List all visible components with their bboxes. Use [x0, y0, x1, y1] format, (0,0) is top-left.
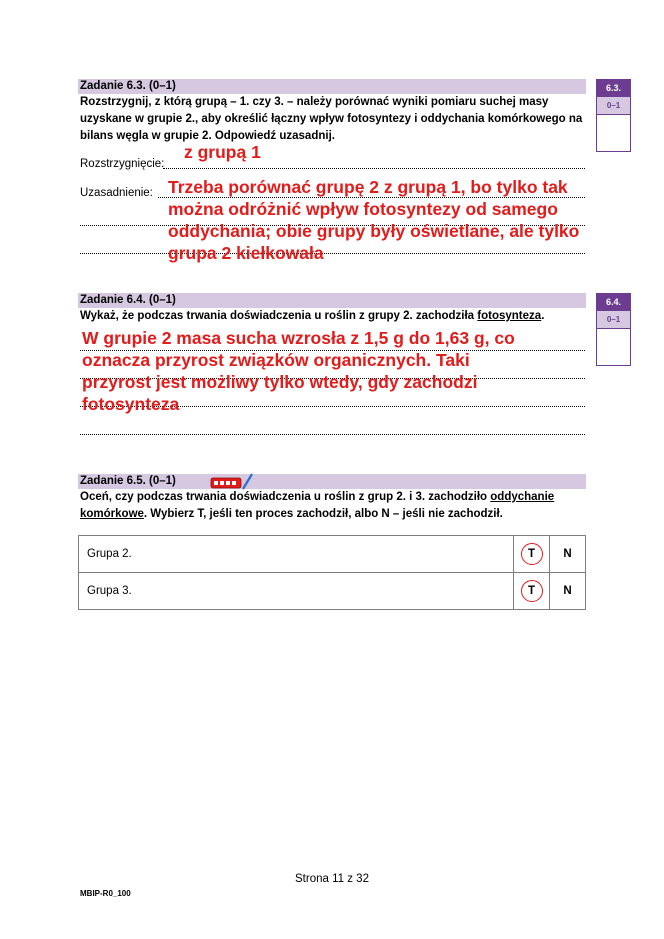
row-label: Grupa 3.: [79, 573, 514, 610]
score-box-6-3[interactable]: [596, 79, 631, 152]
justification-answer-line-3: oddychania; obie grupy były oświetlane, ale tylko: [168, 221, 580, 241]
answer-6-4-line-2: oznacza przyrost związków organicznych. Taki: [82, 350, 470, 370]
decision-label: Rozstrzygnięcie:: [80, 158, 165, 170]
task-6-4-prompt-end: .: [541, 310, 545, 322]
option-t-letter: T: [527, 585, 536, 597]
answer-6-4-line-1: W grupie 2 masa sucha wzrosła z 1,5 g do 1,63 g, co: [82, 328, 515, 348]
task-6-4-header: Zadanie 6.4. (0–1): [78, 293, 586, 308]
exam-code: MBIP-R0_100: [80, 889, 131, 898]
justification-answer-line-2: można odróżnić wpływ fotosyntezy od samego: [168, 199, 558, 219]
table-row: [79, 573, 586, 610]
answer-6-4-line-3: przyrost jest możliwy tylko wtedy, gdy zachodzi: [82, 372, 478, 392]
decision-answer: z grupą 1: [184, 142, 261, 162]
term-cellular: komórkowe: [80, 508, 144, 520]
justification-line-3[interactable]: [80, 253, 585, 254]
option-t[interactable]: [514, 573, 550, 610]
term-respiration: oddychanie: [490, 491, 555, 503]
score-box-6-4[interactable]: [596, 293, 631, 366]
score-box-id: 6.4.: [597, 294, 630, 311]
task-6-4-prompt-text: Wykaż, że podczas trwania doświadczenia u roślin z grupy 2. zachodziła: [80, 310, 478, 322]
task-6-3-prompt: Rozstrzygnij, z którą grupą – 1. czy 3. – należy porównać wyniki pomiaru suchej masy uzyskane w grupie 2., aby określić łączny wpływ fotosyntezy i oddychania komórkowego na bilans węgla w grupie 2. Odpowiedź uzasadnij.: [80, 96, 583, 142]
task-6-5-prompt-text: Oceń, czy podczas trwania doświadczenia u roślin z grup 2. i 3. zachodziło: [80, 491, 491, 503]
justification-label: Uzasadnienie:: [80, 187, 153, 199]
page-number: Strona 11 z 32: [295, 873, 369, 885]
option-t-letter: T: [527, 548, 536, 560]
decision-line[interactable]: [163, 168, 585, 169]
task-6-5-prompt: [80, 489, 590, 523]
justification-answer-line-4: grupa 2 kiełkowała: [168, 243, 324, 263]
option-n-letter: N: [563, 548, 572, 560]
score-box-id: 6.3.: [597, 80, 630, 97]
score-box-range: 0–1: [597, 97, 630, 115]
score-box-range: 0–1: [597, 311, 630, 329]
task-6-3-header: Zadanie 6.3. (0–1): [78, 79, 586, 94]
true-false-table: [78, 535, 586, 610]
task-6-4-prompt: [80, 308, 590, 325]
task-6-5-prompt-rest: . Wybierz T, jeśli ten proces zachodził, albo N – jeśli nie zachodził.: [143, 508, 503, 520]
option-t[interactable]: [514, 536, 550, 573]
answer-line-4[interactable]: [80, 434, 585, 435]
option-n[interactable]: [550, 573, 586, 610]
justification-answer-line-1: Trzeba porównać grupę 2 z grupą 1, bo tylko tak: [168, 177, 568, 197]
row-label: Grupa 2.: [79, 536, 514, 573]
table-row: [79, 536, 586, 573]
task-6-5-header: Zadanie 6.5. (0–1): [78, 474, 586, 489]
option-n-letter: N: [563, 585, 572, 597]
answer-6-4-line-4: fotosynteza: [82, 394, 180, 414]
option-n[interactable]: [550, 536, 586, 573]
term-photosynthesis: fotosynteza: [477, 310, 542, 322]
